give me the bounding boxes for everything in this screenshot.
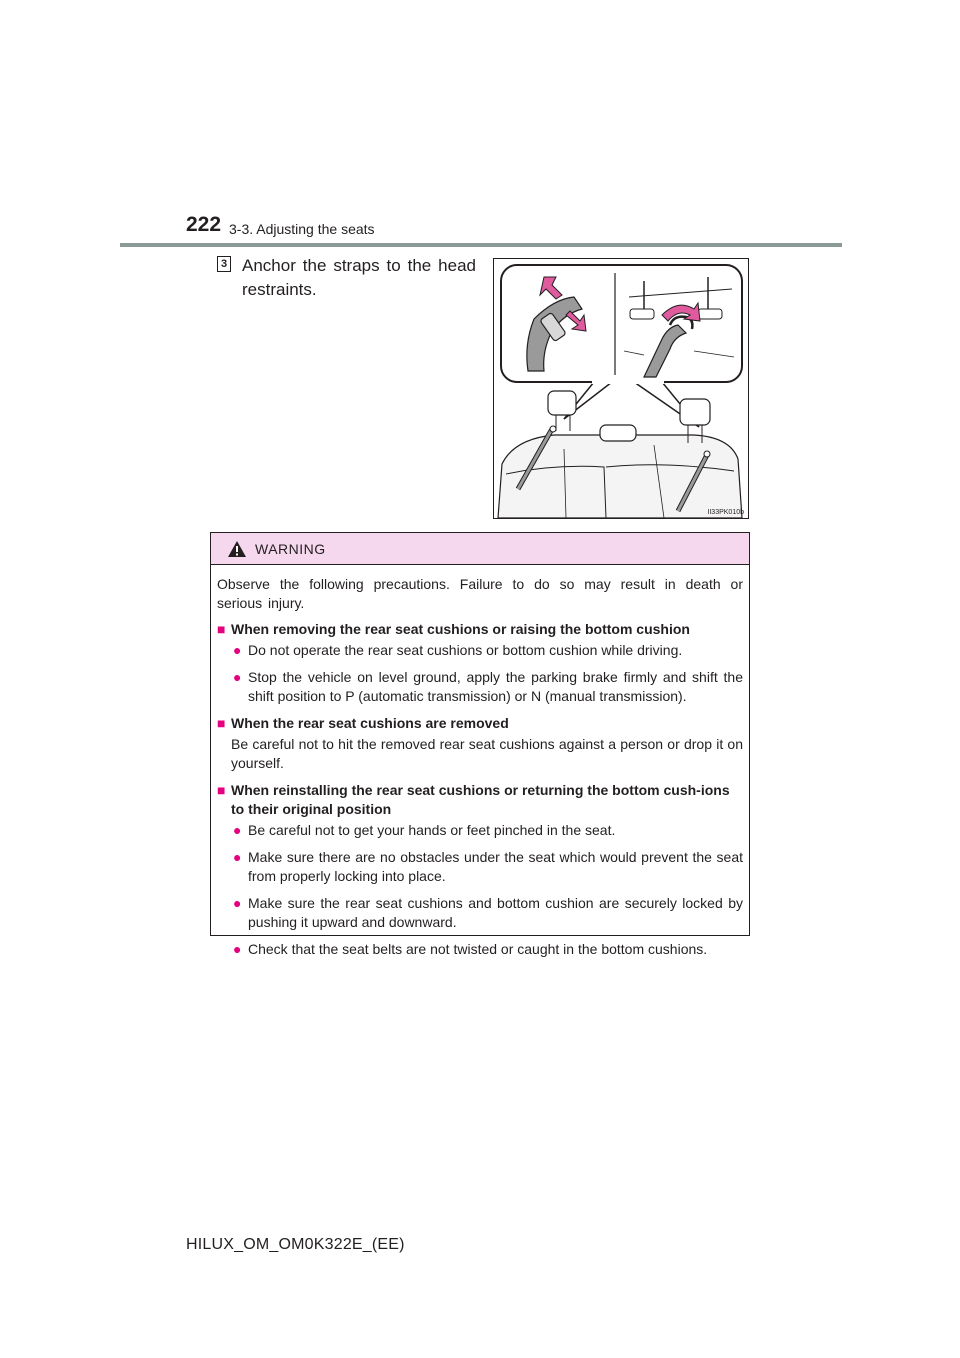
square-bullet-icon: ■ bbox=[217, 621, 226, 637]
warning-title: WARNING bbox=[255, 540, 326, 557]
warning-heading-text: When reinstalling the rear seat cushions or returning the bottom cush-ions to their original position bbox=[231, 782, 730, 817]
square-bullet-icon: ■ bbox=[217, 782, 226, 798]
warning-bullet-text: Make sure the rear seat cushions and bottom cushion are securely locked by pushing it upward and downward. bbox=[248, 895, 743, 930]
illustration-code: II33PK010b bbox=[707, 509, 744, 516]
circle-bullet-icon: ● bbox=[233, 822, 242, 838]
warning-box bbox=[210, 532, 750, 957]
warning-heading-text: When removing the rear seat cushions or raising the bottom cushion bbox=[231, 621, 690, 637]
circle-bullet-icon: ● bbox=[233, 669, 242, 685]
step-number-badge: 3 bbox=[217, 256, 231, 272]
section-title: 3-3. Adjusting the seats bbox=[229, 221, 375, 237]
warning-intro: Observe the following precautions. Failure to do so may result in death or serious injury. bbox=[217, 576, 743, 611]
warning-paragraph: Be careful not to hit the removed rear seat cushions against a person or drop it on yourself. bbox=[231, 736, 743, 771]
warning-heading bbox=[217, 781, 743, 819]
warning-bullet-text: Check that the seat belts are not twisted or caught in the bottom cushions. bbox=[248, 941, 708, 957]
square-bullet-icon: ■ bbox=[217, 715, 226, 731]
circle-bullet-icon: ● bbox=[233, 941, 242, 957]
strap-anchor-drawing bbox=[494, 259, 748, 518]
warning-bullet-text: Be careful not to get your hands or feet pinched in the seat. bbox=[248, 822, 616, 838]
warning-bullet-text: Make sure there are no obstacles under the seat which would prevent the seat from properly locking into place. bbox=[248, 849, 743, 884]
header-rule bbox=[120, 243, 842, 247]
circle-bullet-icon: ● bbox=[233, 849, 242, 865]
warning-header bbox=[211, 533, 749, 565]
step-instruction: Anchor the straps to the head restraints. bbox=[242, 256, 476, 299]
warning-bullet-text: Stop the vehicle on level ground, apply the parking brake firmly and shift the shift position to P (automatic transmission) or N (manual transmission). bbox=[248, 669, 743, 704]
page-number: 222 bbox=[186, 213, 222, 236]
warning-heading bbox=[217, 714, 743, 733]
seat-strap-illustration bbox=[493, 258, 749, 519]
warning-bullet bbox=[233, 848, 743, 886]
warning-bullet bbox=[233, 894, 743, 932]
warning-bullet-text: Do not operate the rear seat cushions or bottom cushion while driving. bbox=[248, 642, 683, 658]
circle-bullet-icon: ● bbox=[233, 895, 242, 911]
warning-heading-text: When the rear seat cushions are removed bbox=[231, 715, 509, 731]
warning-bullet bbox=[233, 821, 743, 840]
warning-bullet bbox=[233, 668, 743, 706]
circle-bullet-icon: ● bbox=[233, 642, 242, 658]
document-code: HILUX_OM_OM0K322E_(EE) bbox=[186, 1236, 405, 1253]
warning-body bbox=[211, 565, 749, 959]
warning-bullet bbox=[233, 940, 743, 959]
warning-triangle-icon bbox=[227, 540, 247, 558]
warning-heading bbox=[217, 620, 743, 639]
warning-bullet bbox=[233, 641, 743, 660]
